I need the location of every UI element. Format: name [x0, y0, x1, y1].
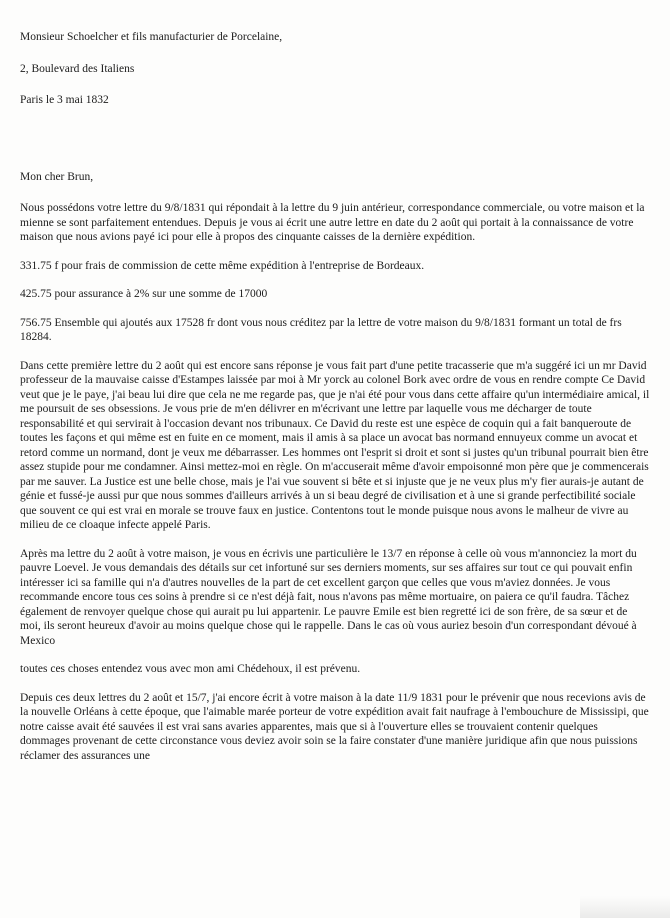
paragraph-total: 756.75 Ensemble qui ajoutés aux 17528 fr dont vous nous créditez par la lettre de votre maison du 9/8/1831 formant un total de frs 18284. [20, 316, 622, 343]
address-line: 2, Boulevard des Italiens [20, 62, 135, 75]
paragraph-shipwreck: Depuis ces deux lettres du 2 août et 15/7, j'ai encore écrit à votre maison à la date 11/9 1831 pour le prévenir que nous recevions avis de la nouvelle Orléans à cette époque, que l'aimable marée porteur de votre expédition avait fait naufrage à l'embouchure de Mississipi, que notre caisse avait été sauvées il est vrai sans avaries apparentes, mais que si à l'ouverture elles se trouvaient contenir quelques dommages provenant de cette circonstance vous deviez avoir soin se la faire constater d'une manière juridique afin que nous puissions réclamer des assurances une [20, 691, 649, 762]
letter-header [20, 30, 650, 108]
date-line: Paris le 3 mai 1832 [20, 94, 109, 106]
paragraph-loevel: Après ma lettre du 2 août à votre maison, je vous en écrivis une particulière le 13/7 en réponse à celle où vous m'annonciez la mort du pauvre Loevel. Je vous demandais des détails sur cet infortuné sur ses derniers moments, sur ses affaires sur tout ce qui pouvait enfin intéresser ici sa famille qui n'a d'autres nouvelles de la part de cet excellent garçon que celles que vous m'aviez données. Je vous recommande encore tous ces soins à prendre si ce n'est déjà fait, nous n'avons pas même mortuaire, on paiera ce qu'il faudra. Tâchez également de renvoyer quelque chose qui aurait pu lui appartenir. Le pauvre Emile est bien regretté ici de son frère, de sa sœur et de moi, ils seront heureux d'avoir au moins quelque chose qui le rappelle. Dans le cas où vous auriez besoin d'un correspondant dévoué à Mexico [20, 547, 637, 647]
salutation: Mon cher Brun, [20, 170, 94, 183]
paragraph-commission: 331.75 f pour frais de commission de cette même expédition à l'entreprise de Bordeaux. [20, 259, 425, 272]
paragraph-david: Dans cette première lettre du 2 août qui est encore sans réponse je vous fait part d'une petite tracasserie que m'a suggéré ici un mr David professeur de la mauvaise caisse d'Estampes laissée par moi à Mr yorck au colonel Bork avec ordre de vous en rendre compte Ce David veut que je le paye, j'ai beau lui dire que cela ne me regarde pas, que je n'ai été pour vous dans cette affaire qu'un intermédiaire amical, il me poursuit de ses obsessions. Je vous prie de m'en délivrer en m'écrivant une lettre par laquelle vous me décharger de toute responsabilité et qui servirait à l'occasion devant nos tribunaux. Ce David du reste est une espèce de coquin qui a fait banqueroute de toutes les façons et qui même est en fuite en ce moment, mais il amis à sa place un avocat bas normand ennuyeux comme un avocat et retord comme un normand, dont je veux me débarrasser. Les hommes ont l'esprit si droit et sont si justes qu'un tribunal pourrait bien être assez stupide pour me condamner. Ainsi mettez-moi en règle. On m'accuserait même d'avoir empoisonné mon père que je commencerais par me sauver. La Justice est une belle chose, mais je l'ai vue souvent si bête et si injuste que je ne veux plus m'y fier aurais-je autant de génie et fussé-je aussi pur que nous sommes d'ailleurs arrivés à un si beau degré de civilisation et à une si grande perfectibilité sociale que souvent ce qui est vrai en morale se trouve faux en justice. Contentons tout le monde puisque nous avons le malheur de vivre au milieu de ce cloaque infecte appelé Paris. [20, 359, 650, 531]
letter-body [20, 30, 650, 777]
scan-shadow [580, 896, 670, 918]
paragraph-chedehoux: toutes ces choses entendez vous avec mon ami Chédehoux, il est prévenu. [20, 663, 361, 675]
addressee-line: Monsieur Schoelcher et fils manufacturier de Porcelaine, [20, 31, 283, 43]
paragraph-insurance: 425.75 pour assurance à 2% sur une somme de 17000 [20, 288, 268, 300]
paragraph-intro: Nous possédons votre lettre du 9/8/1831 qui répondait à la lettre du 9 juin antérieur, correspondance commerciale, ou votre maison et la mienne se sont parfaitement entendues. Depuis je vous ai écrit une autre lettre en date du 2 août qui portait à la connaissance de votre maison que nous avions payé ici pour elle à propos des cinquante caisses de la dernière expédition. [20, 202, 645, 243]
